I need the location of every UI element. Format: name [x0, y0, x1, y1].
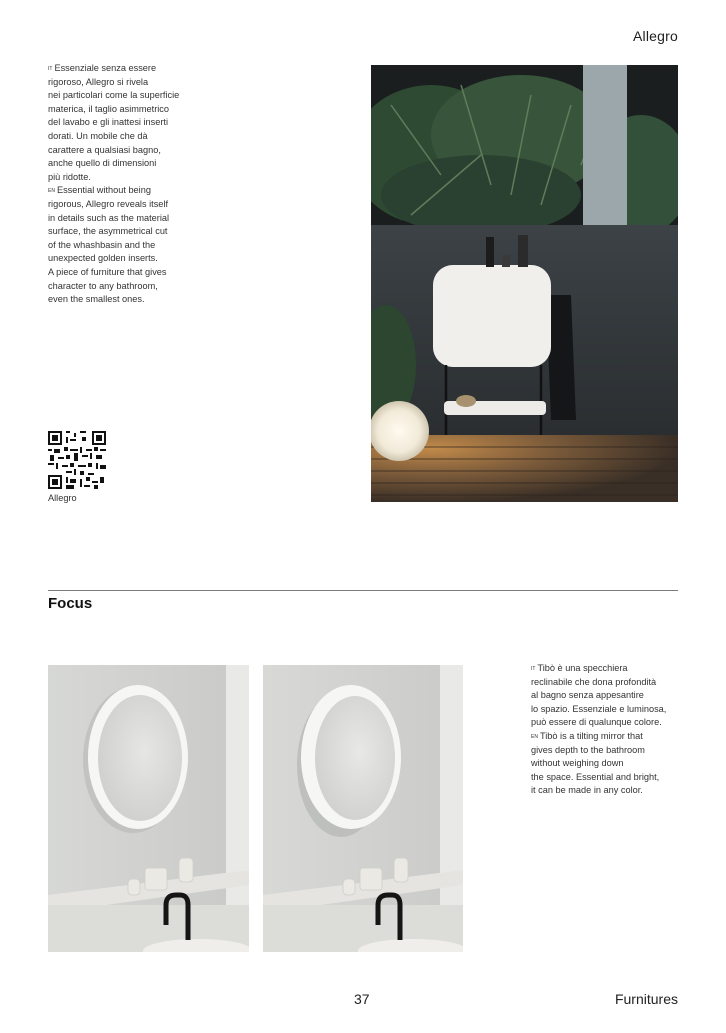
description-line: rigoroso, Allegro si rivela [48, 76, 149, 87]
description-line: the space. Essential and bright, [531, 771, 660, 782]
section-divider [48, 590, 678, 591]
description-line: lo spazio. Essenziale e luminosa, [531, 703, 667, 714]
description-line: nei particolari come la superficie [48, 90, 180, 101]
section-title: Focus [48, 595, 93, 612]
description-line: gives depth to the bathroom [531, 744, 645, 755]
footer-section-label: Furnitures [614, 991, 678, 1007]
description-line: materica, il taglio asimmetrico [48, 103, 170, 114]
description-line: A piece of furniture that gives [48, 266, 167, 277]
allegro-washbasin-photo [371, 65, 678, 502]
description-line: unexpected golden inserts. [48, 253, 158, 264]
description-line: anche quello di dimensioni [48, 158, 157, 169]
english-language-tag: EN [531, 733, 538, 740]
description-line: più ridotte. [48, 171, 91, 182]
focus-description [531, 662, 666, 798]
description-line: dorati. Un mobile che dà [48, 130, 148, 141]
description-line: Tibò is a tilting mirror that [539, 730, 643, 741]
description-line: of the whashbasin and the [48, 239, 156, 250]
description-line: rigorous, Allegro reveals itself [48, 198, 169, 209]
description-line: carattere a qualsiasi bagno, [48, 144, 161, 155]
allegro-description [48, 62, 179, 307]
description-line: character to any bathroom, [48, 280, 158, 291]
page-header-title: Allegro [633, 28, 678, 44]
tibo-mirror-photo-right [263, 665, 463, 952]
description-line: del lavabo e gli inattesi inserti [48, 117, 169, 128]
description-line: surface, the asymmetrical cut [48, 226, 168, 237]
description-line: Essenziale senza essere [54, 63, 157, 73]
description-line: Essential without being [56, 185, 151, 196]
description-line: without weighing down [531, 758, 624, 769]
italian-language-tag: IT [531, 666, 536, 672]
description-line: even the smallest ones. [48, 294, 145, 305]
english-language-tag: EN [48, 188, 55, 195]
description-line: Tibò è una specchiera [537, 663, 628, 673]
description-line: reclinabile che dona profondità [531, 676, 657, 687]
description-line: può essere di qualunque colore. [531, 717, 662, 728]
description-line: al bagno senza appesantire [531, 690, 644, 701]
italian-language-tag: IT [48, 66, 53, 72]
tibo-mirror-photo-left [48, 665, 249, 952]
description-line: in details such as the material [48, 212, 170, 223]
qr-caption: Allegro [48, 493, 77, 503]
description-line: it can be made in any color. [531, 785, 643, 796]
page-number: 37 [354, 991, 370, 1007]
qr-code[interactable] [48, 431, 106, 489]
